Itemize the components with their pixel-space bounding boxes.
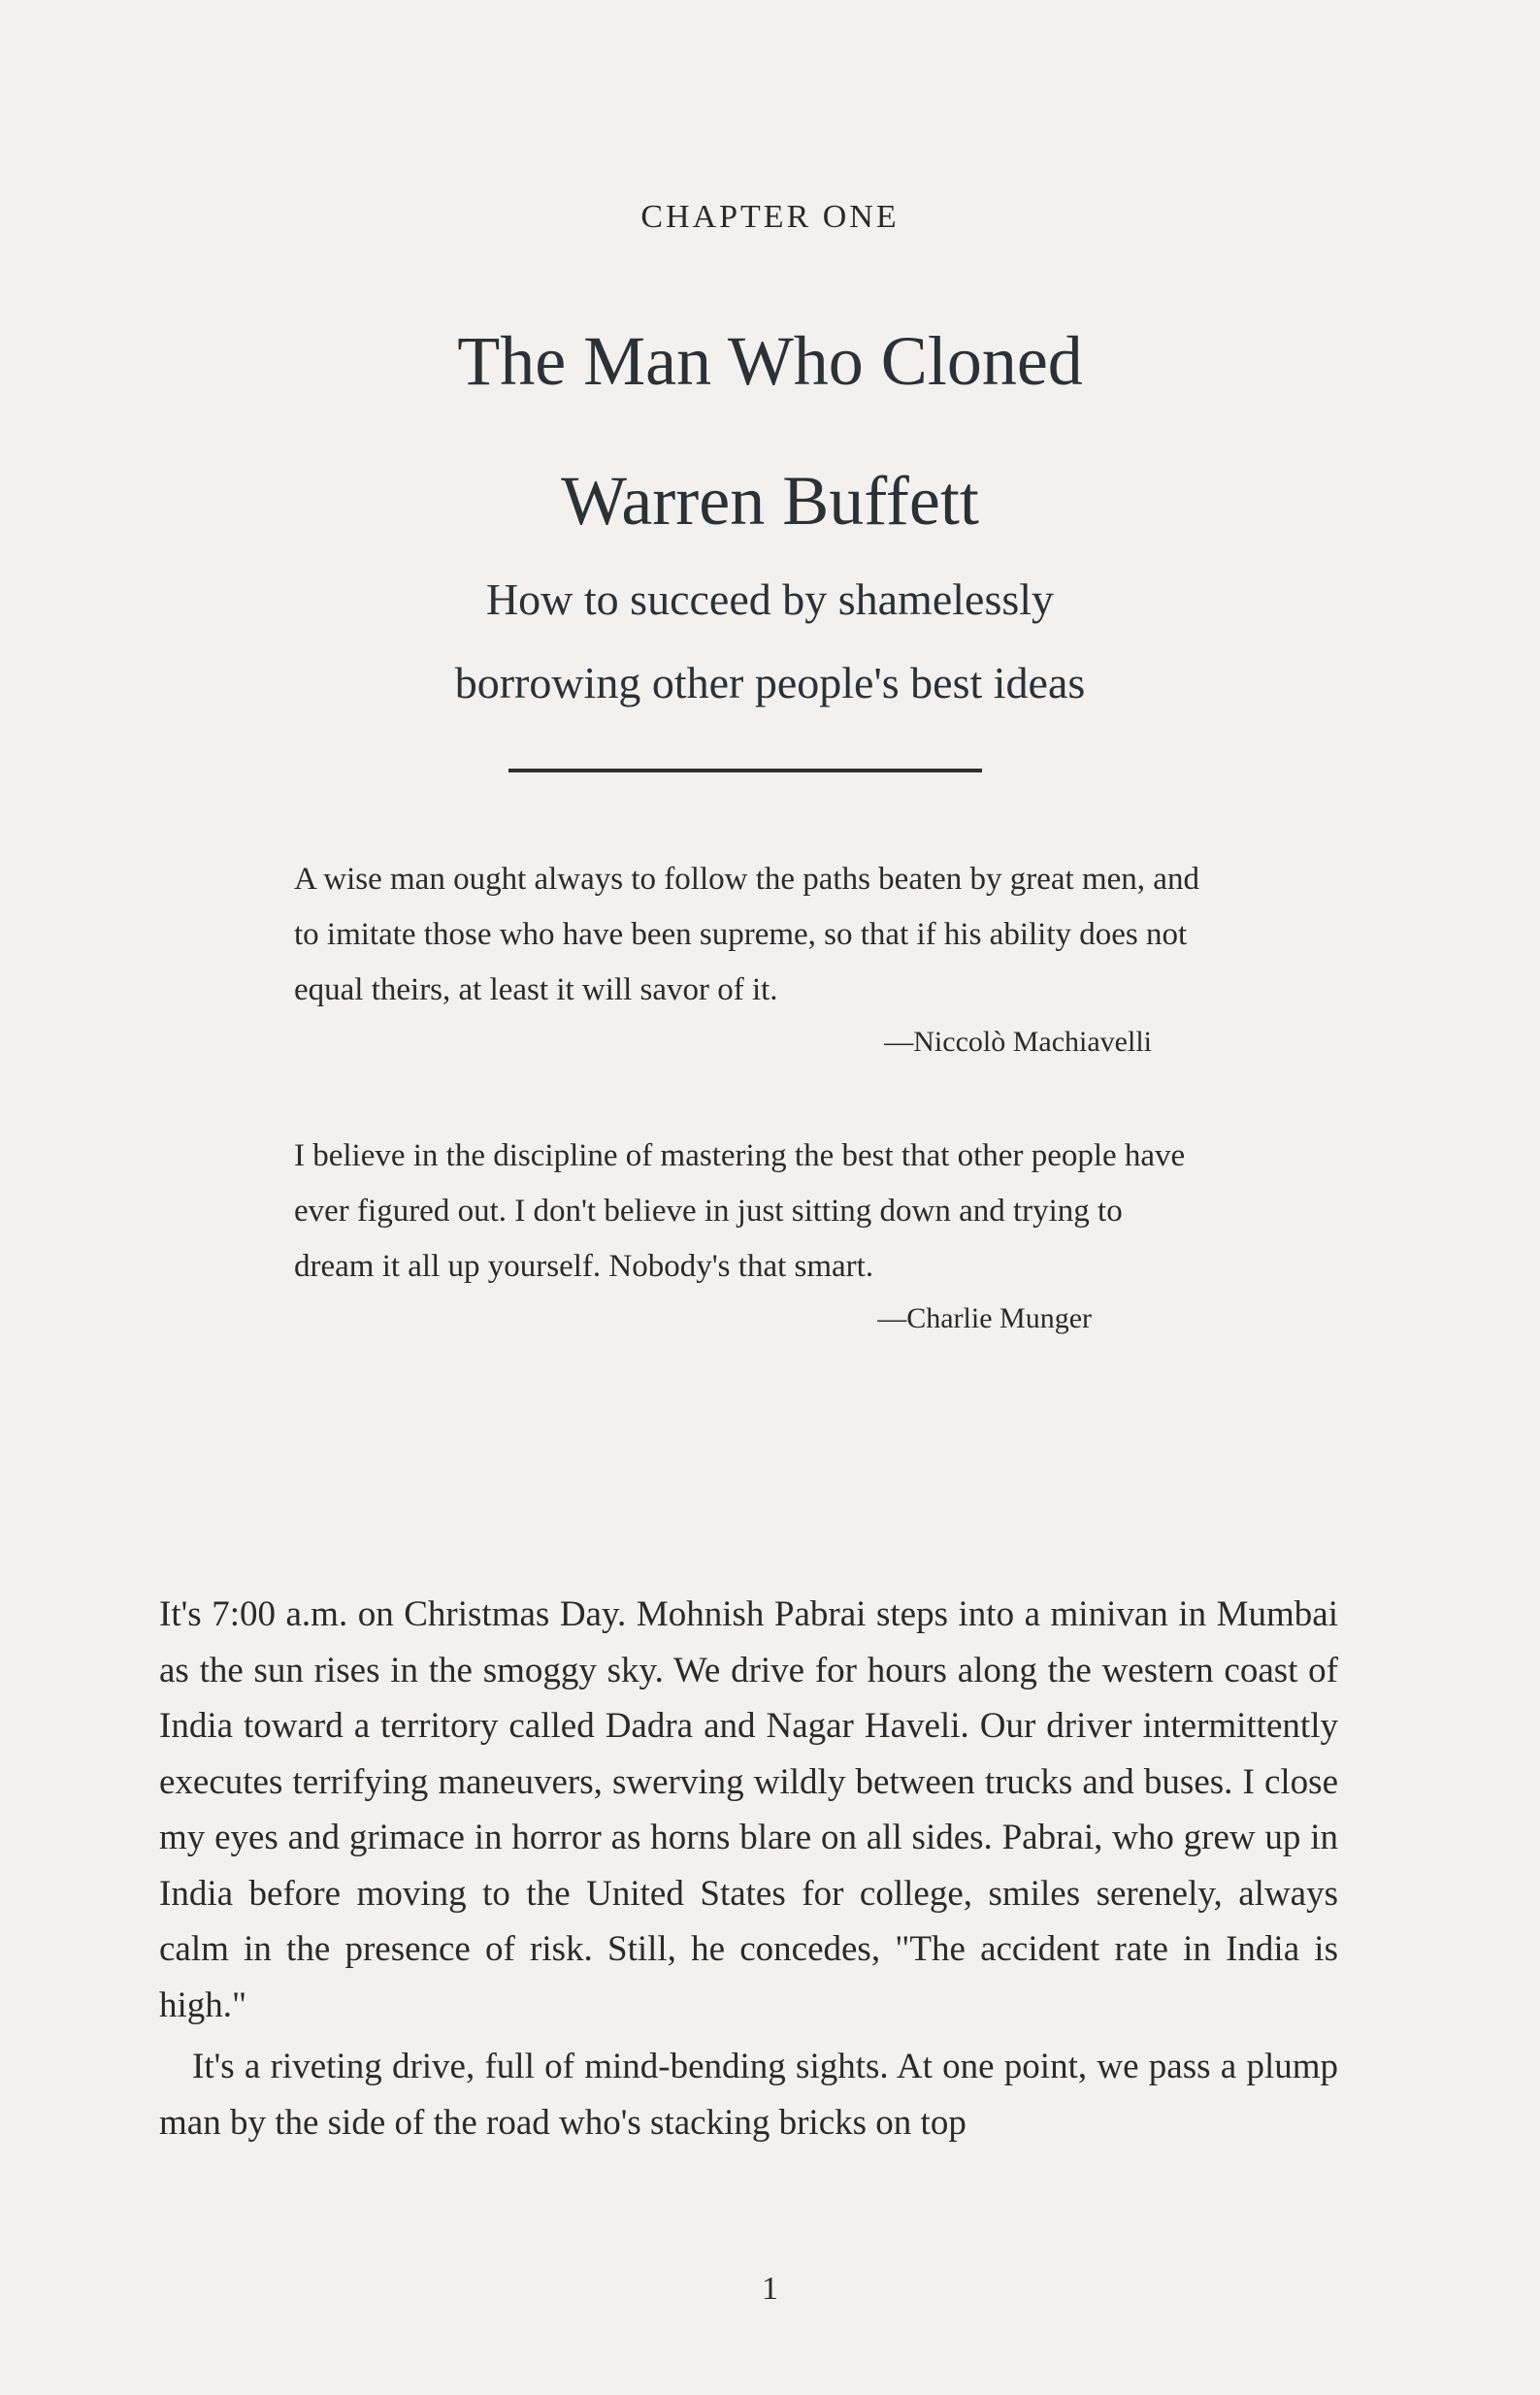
chapter-label: CHAPTER ONE bbox=[640, 199, 900, 235]
chapter-subtitle bbox=[340, 558, 1200, 725]
chapter-title-line-2: Warren Buffett bbox=[561, 462, 979, 540]
epigraph-attribution: —Charlie Munger bbox=[877, 1302, 1092, 1334]
chapter-title bbox=[291, 291, 1249, 571]
epigraph-text: I believe in the discipline of mastering the best that other people have ever figured out. I don't believe in just sitting down and trying to dream it all up yourself. Nobody's that smart. bbox=[294, 1138, 1186, 1284]
chapter-subtitle-line-2: borrowing other people's best ideas bbox=[454, 658, 1086, 707]
body-text bbox=[159, 1587, 1338, 2150]
body-paragraph-2: It's a riveting drive, full of mind-bending sights. At one point, we pass a plump man by the side of the road who's stacking bricks on top bbox=[159, 2047, 1338, 2143]
body-paragraph-1: It's 7:00 a.m. on Christmas Day. Mohnish Pabrai steps into a minivan in Mumbai as the sun rises in the smoggy sky. We drive for hours along the western coast of India toward a territory called Dadra and Nagar Haveli. Our driver intermittently executes terrifying maneuvers, swerving wildly between trucks and buses. I close my eyes and grimace in horror as horns blare on all sides. Pabrai, who grew up in India before moving to the United States for college, smiles serenely, always calm in the presence of risk. Still, he concedes, "The accident rate in India is high." bbox=[159, 1594, 1338, 2025]
epigraph-text: A wise man ought always to follow the paths beaten by great men, and to imitate those who have been supreme, so that if his ability does not equal theirs, at least it will savor of it. bbox=[294, 862, 1199, 1007]
title-divider bbox=[508, 769, 982, 772]
epigraph-attribution: —Niccolò Machiavelli bbox=[884, 1026, 1152, 1058]
epigraph-munger bbox=[294, 1129, 1200, 1343]
page-number: 1 bbox=[762, 2271, 778, 2307]
chapter-subtitle-line-1: How to succeed by shamelessly bbox=[485, 574, 1055, 624]
epigraph-machiavelli bbox=[294, 852, 1200, 1066]
chapter-title-line-1: The Man Who Cloned bbox=[457, 322, 1083, 400]
